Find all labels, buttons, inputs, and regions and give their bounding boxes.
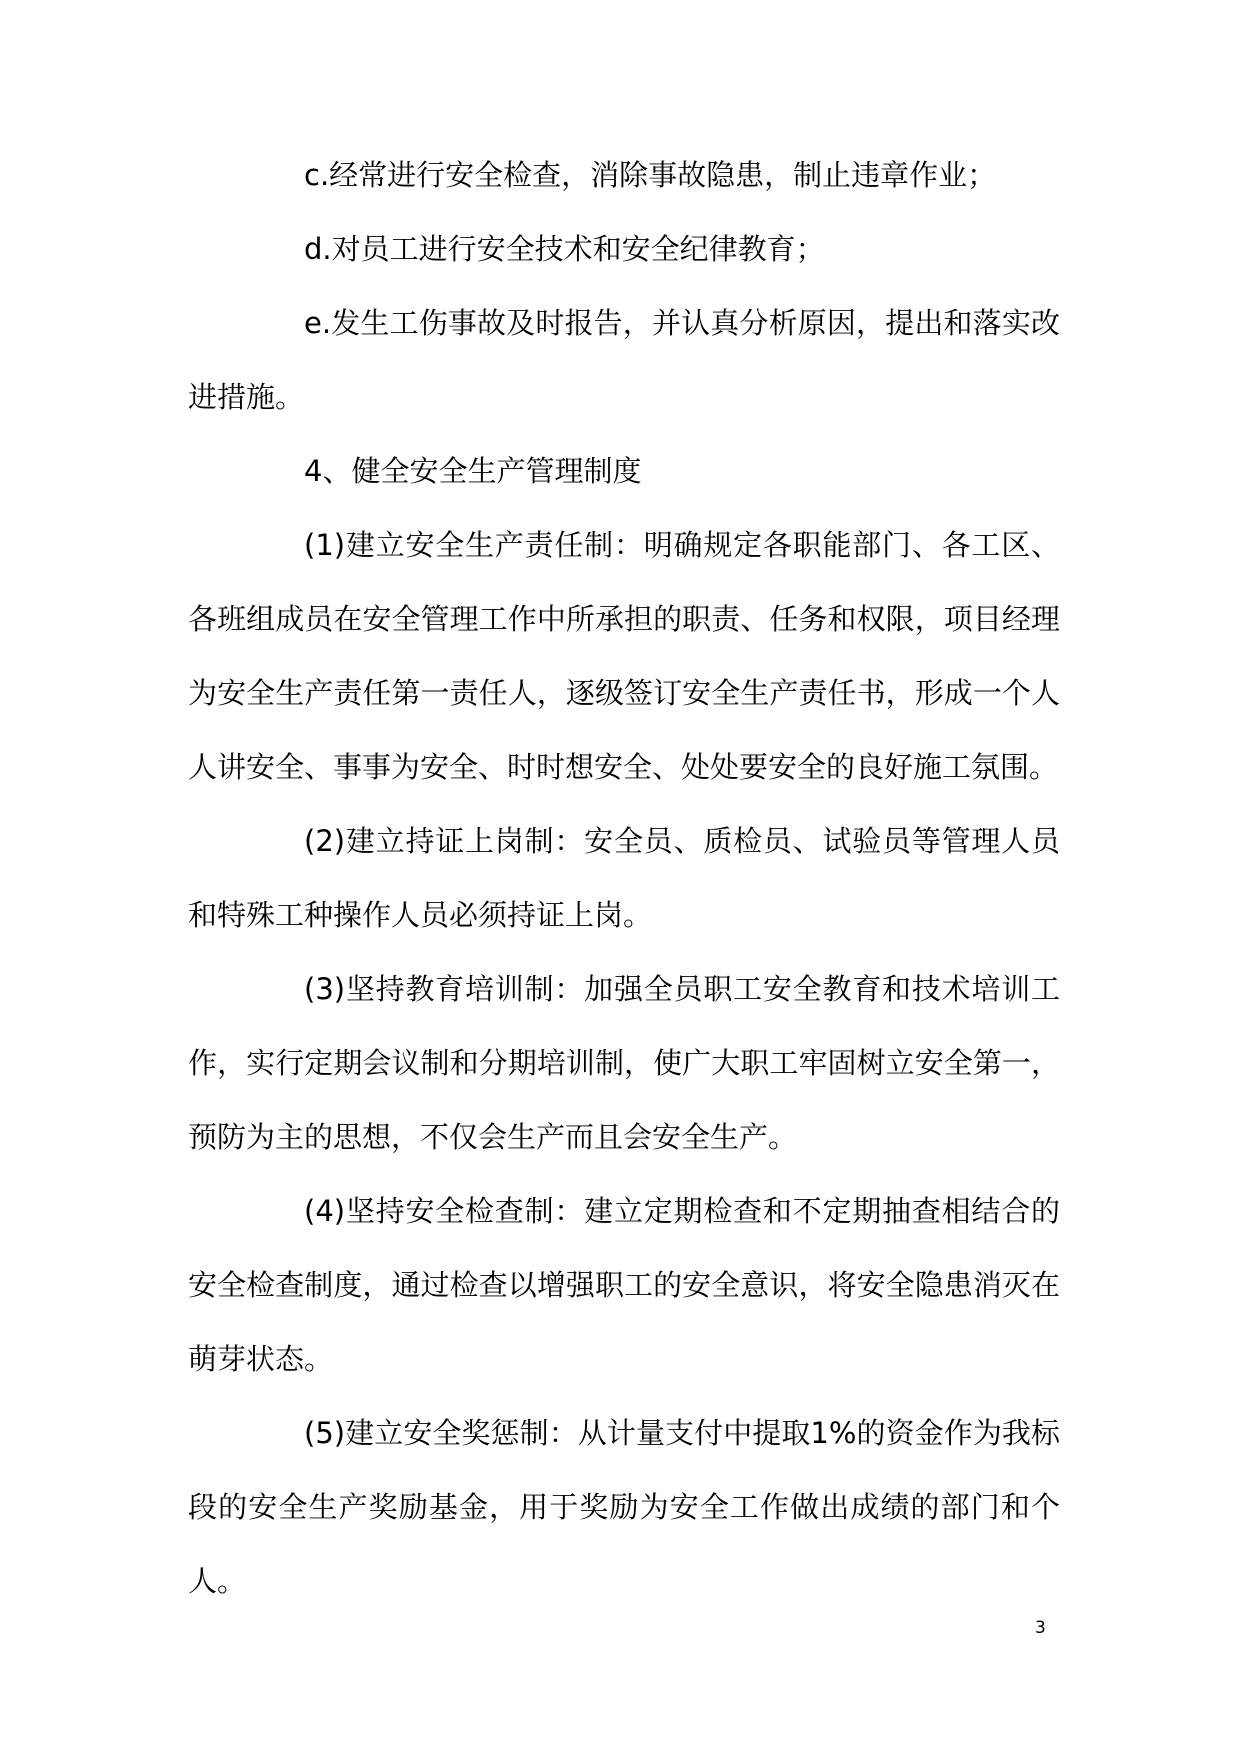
paragraph-item-d: d.对员工进行安全技术和安全纪律教育； — [304, 232, 825, 266]
body-text — [188, 138, 1060, 1618]
paragraph-item-c: c.经常进行安全检查，消除事故隐患，制止违章作业； — [304, 158, 997, 192]
paragraph-item-e: e.发生工伤事故及时报告，并认真分析原因，提出和落实改进措施。 — [188, 306, 1060, 414]
paragraph-reward-system: (5)建立安全奖惩制：从计量支付中提取1%的资金作为我标段的安全生产奖励基金，用于奖励为安全工作做出成绩的部门和个人。 — [188, 1416, 1060, 1598]
paragraph-responsibility-system: (1)建立安全生产责任制：明确规定各职能部门、各工区、各班组成员在安全管理工作中所承担的职责、任务和权限，项目经理为安全生产责任第一责任人，逐级签订安全生产责任书，形成一个人人讲安全、事事为安全、时时想安全、处处要安全的良好施工氛围。 — [188, 528, 1060, 784]
paragraph-training-system: (3)坚持教育培训制：加强全员职工安全教育和技术培训工作，实行定期会议制和分期培训制，使广大职工牢固树立安全第一，预防为主的思想，不仅会生产而且会安全生产。 — [188, 972, 1060, 1154]
paragraph-certification-system: (2)建立持证上岗制：安全员、质检员、试验员等管理人员和特殊工种操作人员必须持证上岗。 — [188, 824, 1060, 932]
page-number: 3 — [1035, 1618, 1046, 1638]
paragraph-inspection-system: (4)坚持安全检查制：建立定期检查和不定期抽查相结合的安全检查制度，通过检查以增强职工的安全意识，将安全隐患消灭在萌芽状态。 — [188, 1194, 1060, 1376]
section-heading: 4、健全安全生产管理制度 — [304, 454, 642, 488]
